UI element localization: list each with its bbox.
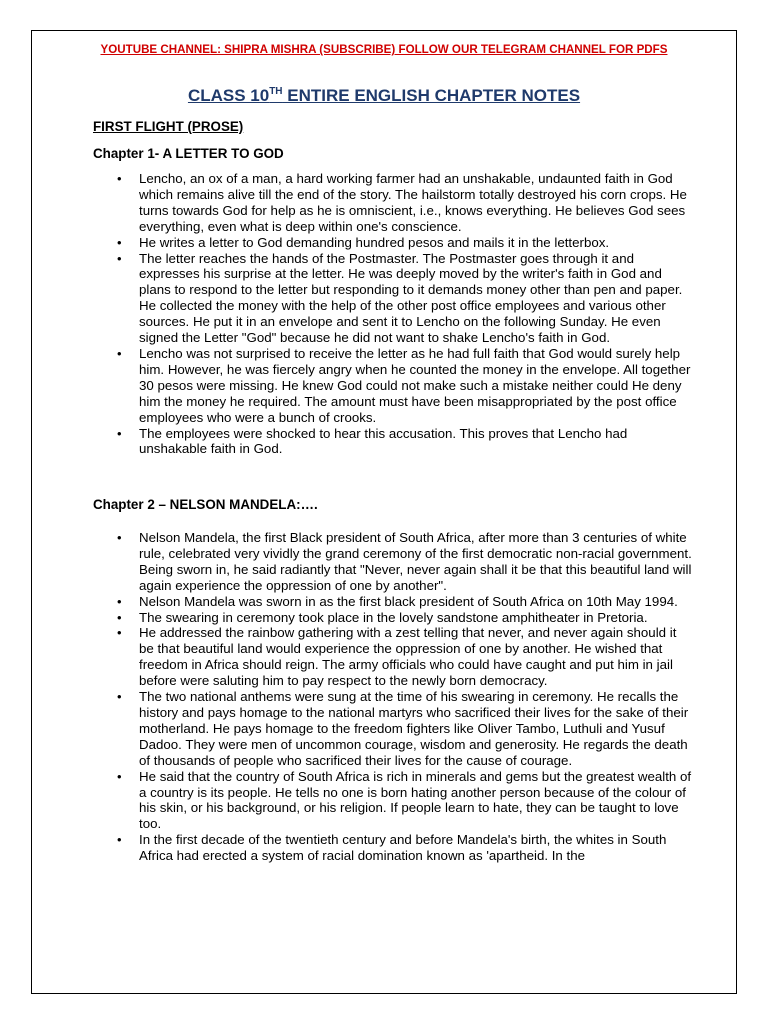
chapter-1-notes [93,171,693,457]
list-item: • He said that the country of South Africa is rich in minerals and gems but the greatest wealth of a country is its people. He tells no one is born hating another person because of the colour of his skin, or his background, or his religion. If people learn to hate, they can be taught to love too. [93,769,693,833]
list-item: • He writes a letter to God demanding hundred pesos and mails it in the letterbox. [93,235,693,251]
channel-banner[interactable]: YOUTUBE CHANNEL: SHIPRA MISHRA (SUBSCRIBE) FOLLOW OUR TELEGRAM CHANNEL FOR PDFS [100,43,668,56]
section-heading: FIRST FLIGHT (PROSE) [93,119,244,134]
title-superscript: TH [269,86,283,97]
list-item: • The swearing in ceremony took place in the lovely sandstone amphitheater in Pretoria. [93,610,693,626]
list-item: • The two national anthems were sung at the time of his swearing in ceremony. He recalls the history and pays homage to the national martyrs who sacrificed their lives for the sake of their motherland. He pays homage to the freedom fighters like Oliver Tambo, Luthuli and Yusuf Dadoo. They were men of uncommon courage, wisdom and generosity. He regards the death of thousands of people who sacrificed their lives for the cause of courage. [93,689,693,769]
list-item: • He addressed the rainbow gathering with a zest telling that never, and never again should it be that beautiful land would experience the oppression of one by another. He wished that freedom in Africa should reign. The army officials who could have caught and put him in jail before were saluting him to pay respect to the newly born democracy. [93,625,693,689]
list-item: • The letter reaches the hands of the Postmaster. The Postmaster goes through it and expresses his surprise at the letter. He was deeply moved by the writer's faith in God and plans to respond to the letter but responding to it demands money other than pen and paper. He collected the money with the help of the other post office employees and various other sources. He put it in an envelope and sent it to Lencho on the following Sunday. He even signed the Letter "God" because he did not want to shake Lencho's faith in God. [93,251,693,346]
list-item: • In the first decade of the twentieth century and before Mandela's birth, the whites in South Africa had erected a system of racial domination known as 'apartheid. In the [93,832,693,864]
chapter-heading-2: Chapter 2 – NELSON MANDELA:…. [93,497,318,512]
list-item: • The employees were shocked to hear this accusation. This proves that Lencho had unshakable faith in God. [93,426,693,458]
chapter-heading-1: Chapter 1- A LETTER TO GOD [93,146,284,161]
chapter-2-notes [93,530,693,864]
list-item: • Nelson Mandela, the first Black president of South Africa, after more than 3 centuries of white rule, celebrated very vividly the grand ceremony of the first democratic non-racial government. Being sworn in, he said radiantly that "Never, never again shall it be that this beautiful land will again experience the oppression of one by another". [93,530,693,594]
page-title [0,86,768,106]
list-item: • Lencho, an ox of a man, a hard working farmer had an unshakable, undaunted faith in God which remains alive till the end of the story. The hailstorm totally destroyed his corn crops. He turns towards God for help as he is omniscient, i.e., knows everything. He believes God sees everything, even what is deep within one's conscience. [93,171,693,235]
title-prefix: CLASS 10 [187,86,270,105]
list-item: • Lencho was not surprised to receive the letter as he had full faith that God would surely help him. However, he was fiercely angry when he counted the money in the envelope. All together 30 pesos were missing. He knew God could not make such a mistake neither could He deny him the money he required. The amount must have been misappropriated by the post office employees who were a bunch of crooks. [93,346,693,426]
title-suffix: ENTIRE ENGLISH CHAPTER NOTES [282,86,581,105]
list-item: • Nelson Mandela was sworn in as the first black president of South Africa on 10th May 1994. [93,594,693,610]
